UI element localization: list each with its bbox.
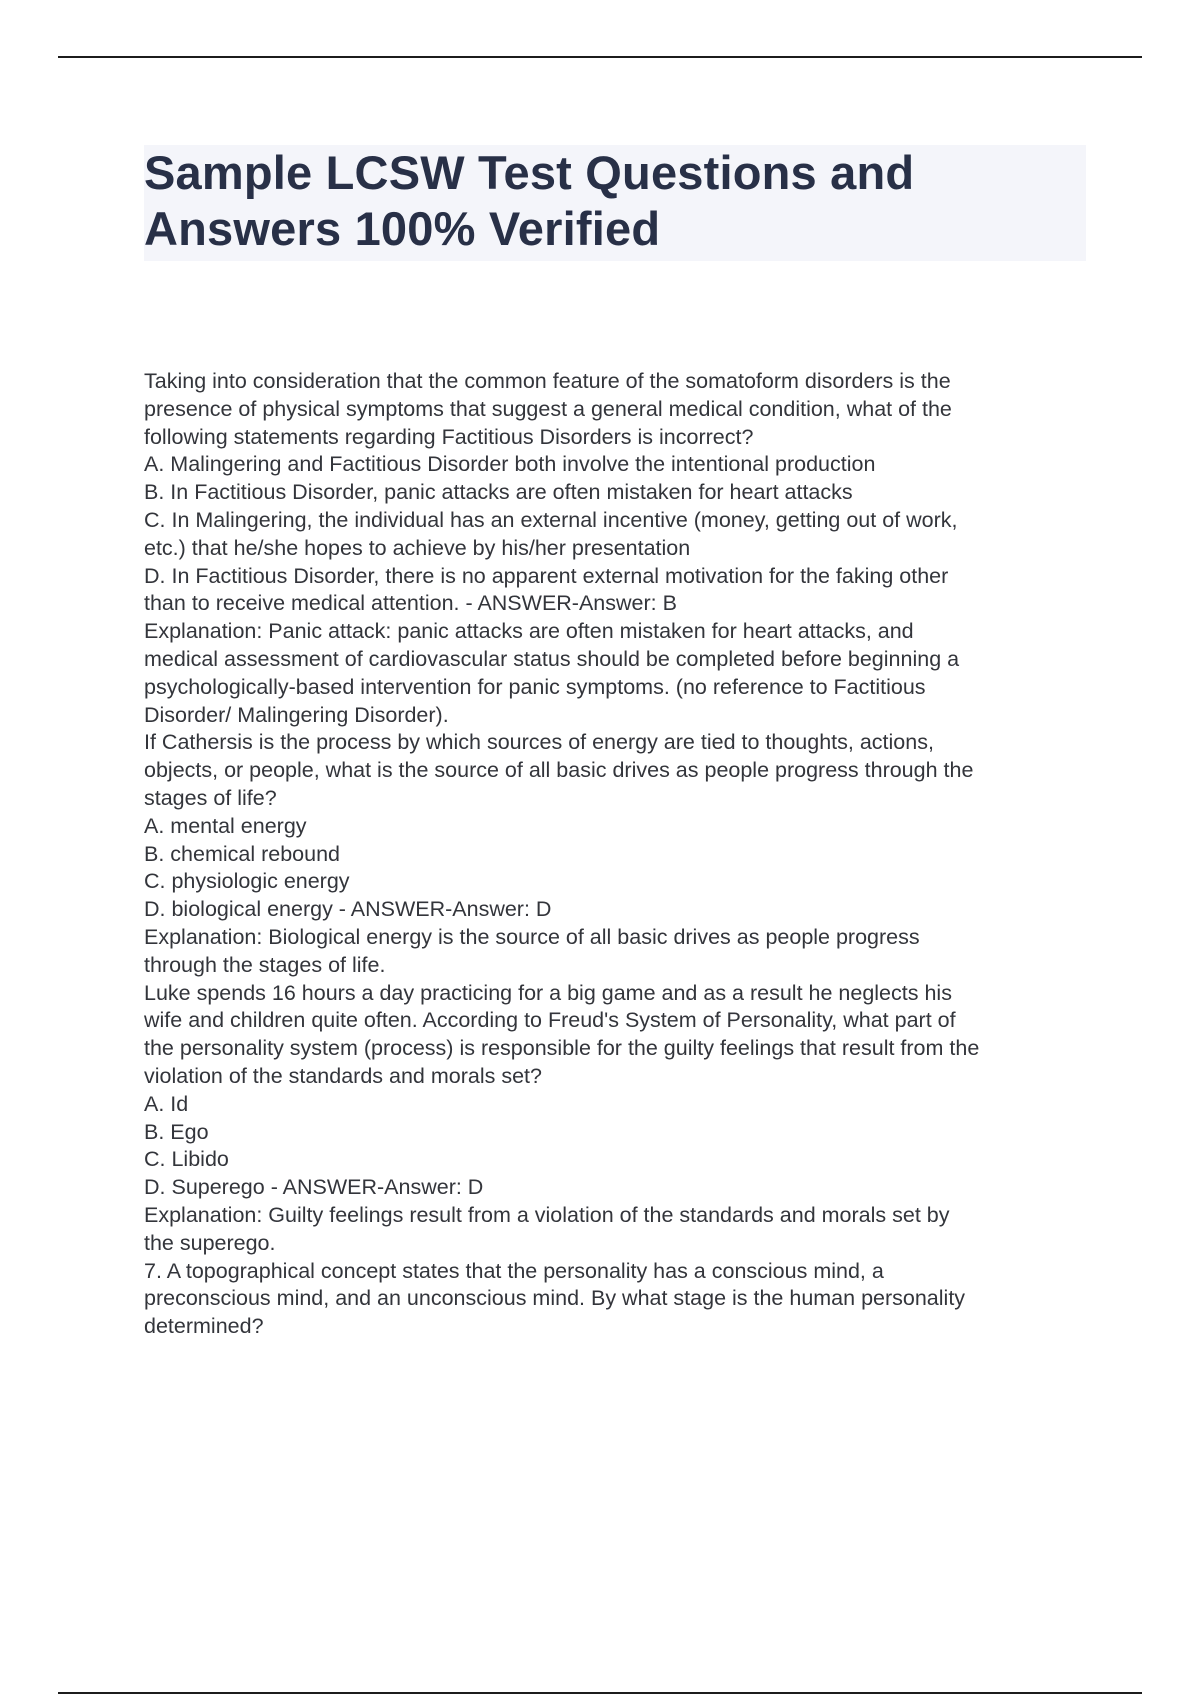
- option-line: C. In Malingering, the individual has an external incentive (money, getting out of work,: [144, 507, 958, 532]
- text-line: preconscious mind, and an unconscious mind. By what stage is the human personality: [144, 1286, 966, 1311]
- text-line: Taking into consideration that the common feature of the somatoform disorders is the: [144, 369, 951, 393]
- text-line: following statements regarding Factitious Disorders is incorrect?: [144, 424, 754, 449]
- bottom-rule: [58, 1692, 1142, 1694]
- question-block: [144, 729, 1094, 979]
- title-block: [144, 145, 1086, 261]
- option-line: A. mental energy: [144, 813, 307, 838]
- option-line: C. physiologic energy: [144, 869, 350, 894]
- text-line: wife and children quite often. According to Freud's System of Personality, what part of: [144, 1008, 956, 1033]
- option-line: B. In Factitious Disorder, panic attacks are often mistaken for heart attacks: [144, 480, 853, 505]
- explanation-line: Explanation: Guilty feelings result from a violation of the standards and morals set by: [144, 1202, 950, 1227]
- option-line: D. In Factitious Disorder, there is no apparent external motivation for the faking other: [144, 563, 949, 588]
- text-line: If Cathersis is the process by which sources of energy are tied to thoughts, actions,: [144, 730, 934, 755]
- text-line: 7. A topographical concept states that the personality has a conscious mind, a: [144, 1258, 884, 1283]
- text-line: the personality system (process) is responsible for the guilty feelings that result from the: [144, 1036, 980, 1061]
- question-block: [144, 980, 1094, 1258]
- explanation-line: Explanation: Panic attack: panic attacks are often mistaken for heart attacks, and: [144, 619, 914, 644]
- option-line: B. Ego: [144, 1119, 209, 1144]
- option-line: A. Id: [144, 1091, 189, 1116]
- answer-line: than to receive medical attention. - ANSWER-Answer: B: [144, 591, 677, 616]
- qa-content: [144, 368, 1094, 1341]
- explanation-line: Explanation: Biological energy is the source of all basic drives as people progress: [144, 924, 920, 949]
- document-title: [144, 145, 1086, 257]
- explanation-line: Disorder/ Malingering Disorder).: [144, 702, 449, 727]
- explanation-line: medical assessment of cardiovascular status should be completed before beginning a: [144, 646, 960, 671]
- explanation-line: through the stages of life.: [144, 952, 386, 977]
- title-line: Sample LCSW Test Questions and: [144, 146, 915, 199]
- option-line: C. Libido: [144, 1147, 229, 1172]
- text-line: determined?: [144, 1314, 264, 1339]
- question-block: [144, 368, 1094, 729]
- explanation-line: the superego.: [144, 1230, 276, 1255]
- question-block: [144, 1258, 1094, 1341]
- text-line: presence of physical symptoms that suggest a general medical condition, what of the: [144, 396, 952, 421]
- option-line: etc.) that he/she hopes to achieve by his/her presentation: [144, 535, 691, 560]
- text-line: Luke spends 16 hours a day practicing for a big game and as a result he neglects his: [144, 980, 952, 1005]
- text-line: objects, or people, what is the source of all basic drives as people progress through the: [144, 758, 974, 783]
- answer-line: D. biological energy - ANSWER-Answer: D: [144, 897, 552, 922]
- explanation-line: psychologically-based intervention for panic symptoms. (no reference to Factitious: [144, 674, 926, 699]
- title-line: Answers 100% Verified: [144, 202, 661, 255]
- text-line: stages of life?: [144, 785, 277, 810]
- option-line: B. chemical rebound: [144, 841, 340, 866]
- option-line: A. Malingering and Factitious Disorder both involve the intentional production: [144, 452, 876, 477]
- answer-line: D. Superego - ANSWER-Answer: D: [144, 1175, 484, 1200]
- text-line: violation of the standards and morals set?: [144, 1063, 542, 1088]
- top-rule: [58, 56, 1142, 58]
